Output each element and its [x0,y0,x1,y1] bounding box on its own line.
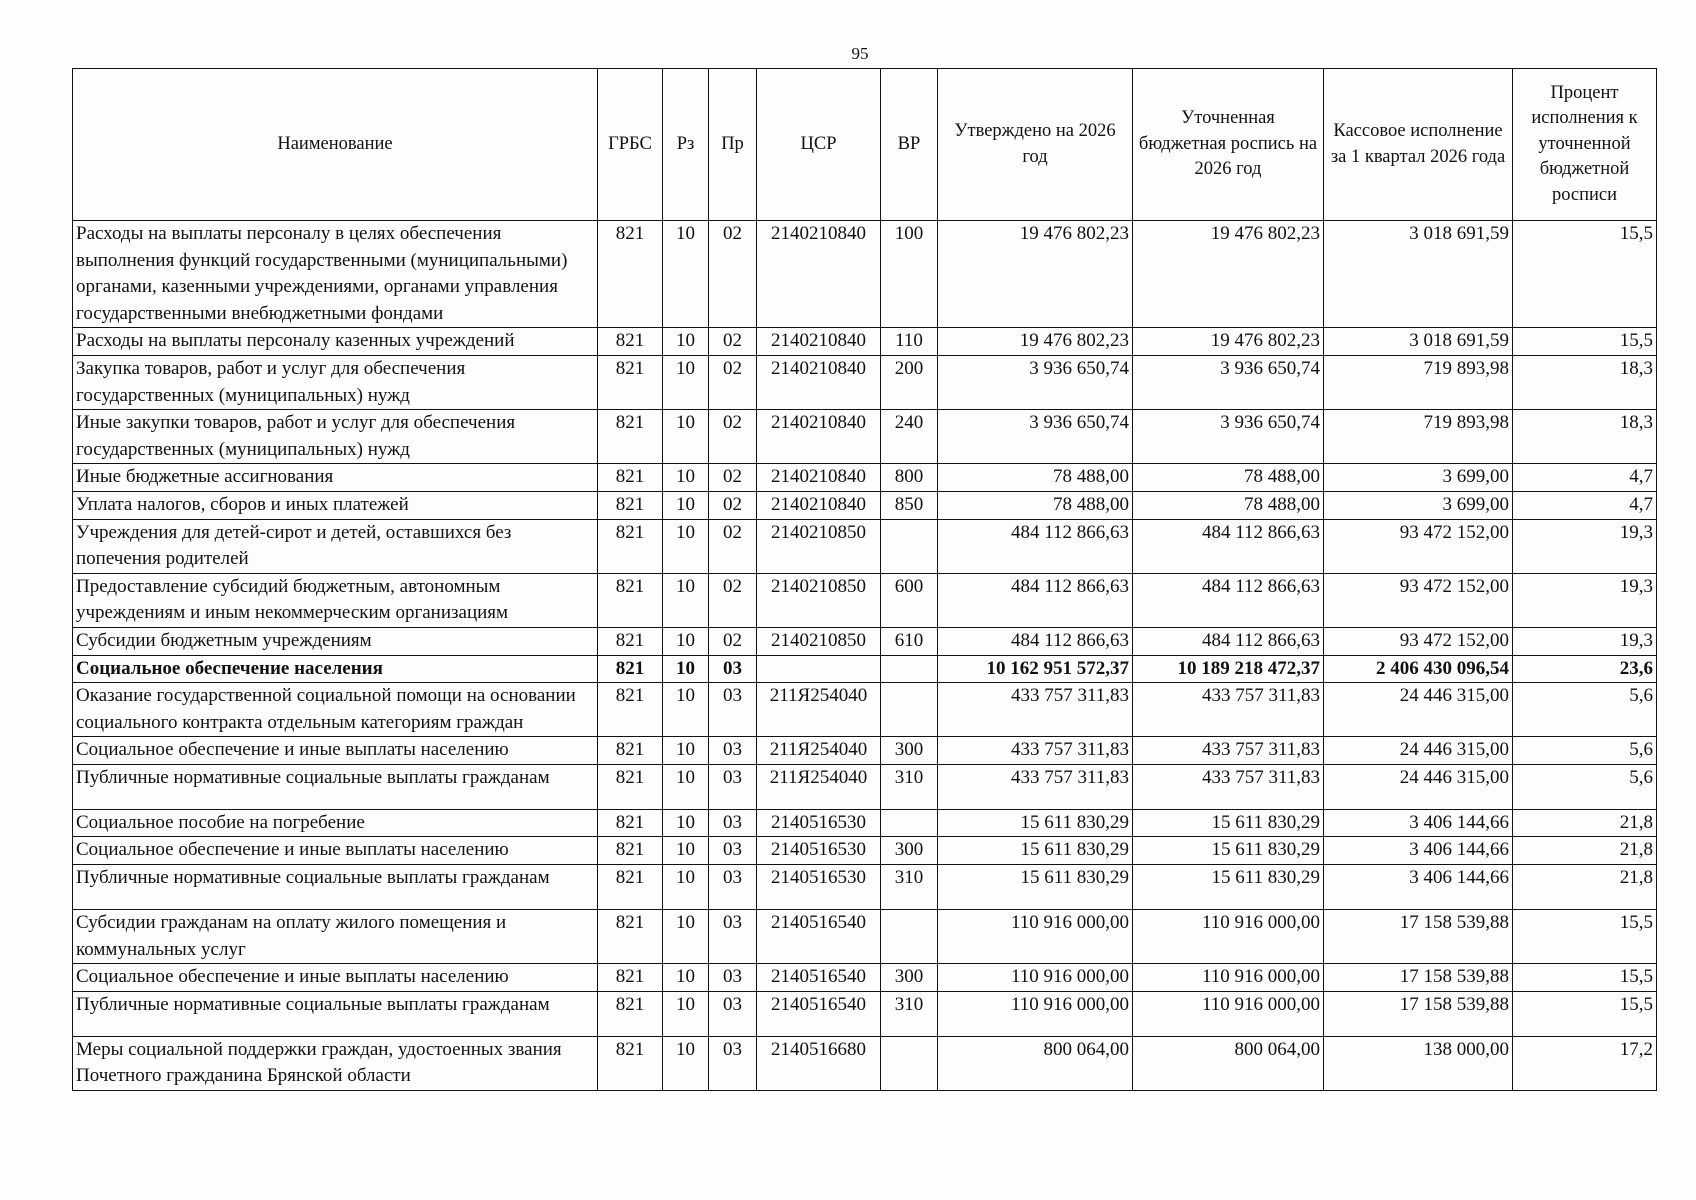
cell-pr: 03 [709,737,757,765]
cell-approved: 110 916 000,00 [938,910,1133,964]
cell-cash: 93 472 152,00 [1324,573,1513,627]
cell-percent: 19,3 [1513,573,1657,627]
cell-rz: 10 [663,328,709,356]
cell-refined: 10 189 218 472,37 [1133,655,1324,683]
cell-rz: 10 [663,865,709,910]
cell-approved: 433 757 311,83 [938,737,1133,765]
cell-grbs: 821 [598,737,663,765]
cell-approved: 3 936 650,74 [938,355,1133,409]
cell-percent: 17,2 [1513,1036,1657,1090]
cell-csr: 2140516530 [757,809,881,837]
cell-percent: 15,5 [1513,328,1657,356]
cell-cash: 3 699,00 [1324,464,1513,492]
header-percent: Процент исполнения к уточненной бюджетной росписи [1513,69,1657,221]
cell-csr: 2140516530 [757,865,881,910]
cell-cash: 3 699,00 [1324,491,1513,519]
cell-vr: 850 [881,491,938,519]
cell-percent: 21,8 [1513,837,1657,865]
cell-name: Социальное обеспечение и иные выплаты населению [73,737,598,765]
table-row [73,809,1657,837]
cell-percent: 4,7 [1513,464,1657,492]
cell-grbs: 821 [598,964,663,992]
cell-vr: 600 [881,573,938,627]
cell-csr: 2140516540 [757,964,881,992]
cell-cash: 3 018 691,59 [1324,221,1513,328]
cell-refined: 433 757 311,83 [1133,737,1324,765]
cell-vr: 310 [881,865,938,910]
header-rz: Рз [663,69,709,221]
cell-vr: 200 [881,355,938,409]
cell-approved: 484 112 866,63 [938,627,1133,655]
cell-approved: 484 112 866,63 [938,519,1133,573]
cell-vr [881,910,938,964]
cell-percent: 23,6 [1513,655,1657,683]
cell-approved: 19 476 802,23 [938,221,1133,328]
cell-vr: 310 [881,764,938,809]
table-row [73,991,1657,1036]
cell-cash: 24 446 315,00 [1324,737,1513,765]
cell-csr: 2140210840 [757,221,881,328]
cell-vr: 300 [881,837,938,865]
table-row [73,1036,1657,1090]
cell-pr: 03 [709,910,757,964]
cell-approved: 433 757 311,83 [938,683,1133,737]
cell-name: Социальное обеспечение и иные выплаты населению [73,964,598,992]
cell-refined: 110 916 000,00 [1133,991,1324,1036]
cell-cash: 719 893,98 [1324,410,1513,464]
cell-name: Предоставление субсидий бюджетным, автономным учреждениям и иным некоммерческим организациям [73,573,598,627]
cell-name: Социальное обеспечение населения [73,655,598,683]
cell-name: Публичные нормативные социальные выплаты гражданам [73,865,598,910]
cell-name: Социальное обеспечение и иные выплаты населению [73,837,598,865]
table-body [73,221,1657,1091]
cell-csr: 2140516540 [757,910,881,964]
cell-vr: 800 [881,464,938,492]
cell-name: Расходы на выплаты персоналу в целях обеспечения выполнения функций государственными (муниципальными) органами, казенными учреждениями, органами управления государственными внебюджетными фондами [73,221,598,328]
cell-name: Закупка товаров, работ и услуг для обеспечения государственных (муниципальных) нужд [73,355,598,409]
cell-rz: 10 [663,910,709,964]
cell-rz: 10 [663,991,709,1036]
cell-approved: 800 064,00 [938,1036,1133,1090]
page-number: 95 [851,44,869,63]
cell-pr: 02 [709,355,757,409]
cell-name: Публичные нормативные социальные выплаты гражданам [73,991,598,1036]
cell-refined: 15 611 830,29 [1133,837,1324,865]
cell-grbs: 821 [598,491,663,519]
cell-rz: 10 [663,355,709,409]
cell-percent: 4,7 [1513,491,1657,519]
cell-name: Субсидии бюджетным учреждениям [73,627,598,655]
table-row [73,627,1657,655]
cell-rz: 10 [663,221,709,328]
cell-grbs: 821 [598,221,663,328]
cell-vr [881,655,938,683]
cell-csr: 211Я254040 [757,683,881,737]
cell-cash: 3 018 691,59 [1324,328,1513,356]
cell-refined: 433 757 311,83 [1133,683,1324,737]
cell-percent: 18,3 [1513,410,1657,464]
cell-pr: 02 [709,410,757,464]
cell-approved: 433 757 311,83 [938,764,1133,809]
cell-grbs: 821 [598,764,663,809]
cell-cash: 138 000,00 [1324,1036,1513,1090]
cell-grbs: 821 [598,865,663,910]
cell-rz: 10 [663,809,709,837]
cell-pr: 03 [709,809,757,837]
cell-refined: 15 611 830,29 [1133,809,1324,837]
cell-grbs: 821 [598,627,663,655]
cell-vr: 310 [881,991,938,1036]
cell-csr: 211Я254040 [757,737,881,765]
cell-refined: 78 488,00 [1133,464,1324,492]
cell-cash: 3 406 144,66 [1324,809,1513,837]
cell-cash: 17 158 539,88 [1324,910,1513,964]
cell-approved: 78 488,00 [938,464,1133,492]
cell-csr: 2140210850 [757,627,881,655]
cell-csr: 2140516540 [757,991,881,1036]
cell-csr: 2140210840 [757,328,881,356]
cell-approved: 10 162 951 572,37 [938,655,1133,683]
cell-csr: 2140516680 [757,1036,881,1090]
cell-approved: 110 916 000,00 [938,991,1133,1036]
header-approved: Утверждено на 2026 год [938,69,1133,221]
cell-vr: 240 [881,410,938,464]
header-grbs: ГРБС [598,69,663,221]
cell-rz: 10 [663,683,709,737]
cell-approved: 484 112 866,63 [938,573,1133,627]
cell-cash: 17 158 539,88 [1324,991,1513,1036]
cell-refined: 110 916 000,00 [1133,964,1324,992]
table-row [73,865,1657,910]
cell-pr: 03 [709,764,757,809]
cell-refined: 484 112 866,63 [1133,627,1324,655]
cell-pr: 03 [709,683,757,737]
cell-cash: 93 472 152,00 [1324,627,1513,655]
cell-approved: 3 936 650,74 [938,410,1133,464]
header-name: Наименование [73,69,598,221]
cell-percent: 5,6 [1513,764,1657,809]
cell-cash: 719 893,98 [1324,355,1513,409]
cell-percent: 5,6 [1513,737,1657,765]
cell-cash: 17 158 539,88 [1324,964,1513,992]
cell-vr: 100 [881,221,938,328]
cell-percent: 18,3 [1513,355,1657,409]
table-row [73,837,1657,865]
cell-refined: 78 488,00 [1133,491,1324,519]
table-row [73,910,1657,964]
header-cash: Кассовое исполнение за 1 квартал 2026 года [1324,69,1513,221]
cell-vr: 610 [881,627,938,655]
cell-refined: 19 476 802,23 [1133,221,1324,328]
cell-pr: 02 [709,491,757,519]
cell-approved: 15 611 830,29 [938,865,1133,910]
cell-percent: 15,5 [1513,991,1657,1036]
cell-approved: 110 916 000,00 [938,964,1133,992]
cell-rz: 10 [663,491,709,519]
table-row [73,573,1657,627]
cell-pr: 03 [709,991,757,1036]
cell-grbs: 821 [598,1036,663,1090]
cell-vr [881,809,938,837]
table-header-row [73,69,1657,221]
cell-grbs: 821 [598,655,663,683]
cell-pr: 02 [709,464,757,492]
cell-percent: 5,6 [1513,683,1657,737]
cell-rz: 10 [663,764,709,809]
cell-pr: 03 [709,837,757,865]
cell-grbs: 821 [598,410,663,464]
cell-csr: 2140210840 [757,410,881,464]
cell-rz: 10 [663,627,709,655]
cell-approved: 15 611 830,29 [938,837,1133,865]
cell-vr: 300 [881,964,938,992]
cell-grbs: 821 [598,573,663,627]
cell-rz: 10 [663,573,709,627]
cell-cash: 24 446 315,00 [1324,683,1513,737]
cell-rz: 10 [663,655,709,683]
header-pr: Пр [709,69,757,221]
cell-csr: 2140210850 [757,519,881,573]
cell-pr: 02 [709,328,757,356]
cell-refined: 3 936 650,74 [1133,410,1324,464]
cell-rz: 10 [663,410,709,464]
cell-csr: 211Я254040 [757,764,881,809]
table-row [73,221,1657,328]
cell-pr: 03 [709,964,757,992]
cell-cash: 24 446 315,00 [1324,764,1513,809]
cell-vr: 300 [881,737,938,765]
table-row [73,328,1657,356]
table-row [73,355,1657,409]
cell-rz: 10 [663,519,709,573]
cell-csr: 2140210840 [757,464,881,492]
header-refined: Уточненная бюджетная роспись на 2026 год [1133,69,1324,221]
cell-csr: 2140210840 [757,355,881,409]
cell-rz: 10 [663,964,709,992]
cell-pr: 02 [709,221,757,328]
table-row [73,519,1657,573]
table-row [73,491,1657,519]
cell-rz: 10 [663,737,709,765]
cell-grbs: 821 [598,464,663,492]
cell-approved: 15 611 830,29 [938,809,1133,837]
cell-percent: 21,8 [1513,865,1657,910]
cell-rz: 10 [663,837,709,865]
cell-percent: 19,3 [1513,627,1657,655]
table-row [73,737,1657,765]
cell-csr [757,655,881,683]
cell-csr: 2140516530 [757,837,881,865]
cell-cash: 3 406 144,66 [1324,865,1513,910]
cell-name: Меры социальной поддержки граждан, удостоенных звания Почетного гражданина Брянской области [73,1036,598,1090]
cell-refined: 19 476 802,23 [1133,328,1324,356]
cell-csr: 2140210850 [757,573,881,627]
cell-vr [881,1036,938,1090]
table-row [73,764,1657,809]
header-vr: ВР [881,69,938,221]
cell-name: Социальное пособие на погребение [73,809,598,837]
header-csr: ЦСР [757,69,881,221]
cell-refined: 15 611 830,29 [1133,865,1324,910]
cell-percent: 15,5 [1513,964,1657,992]
cell-percent: 15,5 [1513,221,1657,328]
cell-name: Иные бюджетные ассигнования [73,464,598,492]
cell-refined: 484 112 866,63 [1133,573,1324,627]
cell-grbs: 821 [598,683,663,737]
cell-csr: 2140210840 [757,491,881,519]
cell-name: Иные закупки товаров, работ и услуг для обеспечения государственных (муниципальных) нужд [73,410,598,464]
cell-pr: 03 [709,655,757,683]
table-row [73,683,1657,737]
cell-grbs: 821 [598,809,663,837]
table-row [73,964,1657,992]
cell-refined: 800 064,00 [1133,1036,1324,1090]
cell-vr: 110 [881,328,938,356]
cell-refined: 110 916 000,00 [1133,910,1324,964]
cell-grbs: 821 [598,519,663,573]
cell-percent: 15,5 [1513,910,1657,964]
cell-cash: 93 472 152,00 [1324,519,1513,573]
cell-grbs: 821 [598,910,663,964]
cell-name: Учреждения для детей-сирот и детей, оставшихся без попечения родителей [73,519,598,573]
cell-grbs: 821 [598,837,663,865]
cell-grbs: 821 [598,991,663,1036]
cell-cash: 3 406 144,66 [1324,837,1513,865]
cell-refined: 484 112 866,63 [1133,519,1324,573]
cell-rz: 10 [663,1036,709,1090]
table-row [73,655,1657,683]
cell-name: Субсидии гражданам на оплату жилого помещения и коммунальных услуг [73,910,598,964]
cell-name: Уплата налогов, сборов и иных платежей [73,491,598,519]
cell-pr: 03 [709,865,757,910]
cell-vr [881,683,938,737]
cell-grbs: 821 [598,355,663,409]
cell-percent: 21,8 [1513,809,1657,837]
cell-pr: 02 [709,519,757,573]
cell-name: Расходы на выплаты персоналу казенных учреждений [73,328,598,356]
cell-name: Публичные нормативные социальные выплаты гражданам [73,764,598,809]
table-row [73,410,1657,464]
cell-percent: 19,3 [1513,519,1657,573]
cell-rz: 10 [663,464,709,492]
cell-vr [881,519,938,573]
cell-approved: 19 476 802,23 [938,328,1133,356]
cell-grbs: 821 [598,328,663,356]
cell-refined: 3 936 650,74 [1133,355,1324,409]
cell-approved: 78 488,00 [938,491,1133,519]
budget-table [72,68,1657,1091]
cell-refined: 433 757 311,83 [1133,764,1324,809]
table-row [73,464,1657,492]
cell-pr: 02 [709,573,757,627]
cell-cash: 2 406 430 096,54 [1324,655,1513,683]
cell-pr: 02 [709,627,757,655]
cell-name: Оказание государственной социальной помощи на основании социального контракта отдельным категориям граждан [73,683,598,737]
cell-pr: 03 [709,1036,757,1090]
